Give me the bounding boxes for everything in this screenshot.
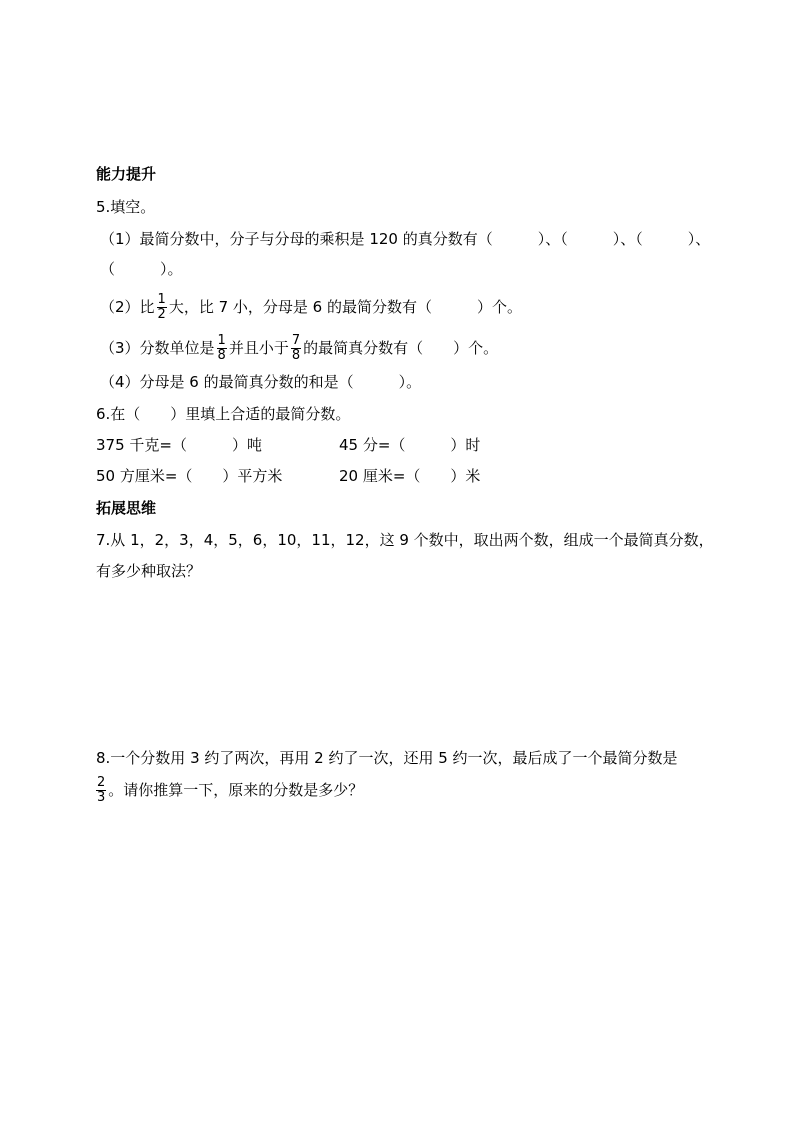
part-2-text-b: 大，比 7 小，分母是 6 的最简分数有（ ）个。 bbox=[168, 298, 522, 316]
question-8-line-1: 8.一个分数用 3 约了两次，再用 2 约了一次，还用 5 约一次，最后成了一个最简分数是 bbox=[96, 749, 678, 767]
fraction-one-eighth bbox=[217, 334, 227, 363]
question-5-part-3 bbox=[100, 334, 498, 363]
part-3-text-c: 的最简真分数有（ ）个。 bbox=[303, 339, 499, 357]
question-5-part-2 bbox=[100, 293, 522, 322]
question-5-title: 5.填空。 bbox=[96, 198, 156, 216]
question-6-title: 6.在（ ）里填上合适的最简分数。 bbox=[96, 405, 351, 423]
conversion-item: 20 厘米=（ ）米 bbox=[339, 467, 481, 485]
fraction-one-half bbox=[157, 293, 167, 322]
question-5-part-1-line-1: （1）最简分数中，分子与分母的乘积是 120 的真分数有（ ）、（ ）、（ ）、 bbox=[100, 230, 711, 248]
fraction-denominator: 8 bbox=[217, 348, 226, 363]
section-heading-extension: 拓展思维 bbox=[96, 499, 157, 517]
fraction-denominator: 3 bbox=[97, 790, 106, 805]
section-heading-ability: 能力提升 bbox=[96, 165, 157, 183]
fraction-numerator: 1 bbox=[217, 333, 226, 348]
question-8-text: 。请你推算一下，原来的分数是多少？ bbox=[108, 781, 364, 799]
fraction-numerator: 7 bbox=[291, 333, 301, 348]
conversion-item: 50 方厘米=（ ）平方米 bbox=[96, 467, 283, 485]
conversion-item: 375 千克=（ ）吨 bbox=[96, 436, 262, 454]
part-2-text-a: （2）比 bbox=[100, 298, 155, 316]
question-7-line-2: 有多少种取法？ bbox=[96, 562, 202, 580]
fraction-numerator: 1 bbox=[157, 292, 166, 307]
question-5-part-1-line-2: （ ）。 bbox=[100, 260, 183, 278]
part-3-text-a: （3）分数单位是 bbox=[100, 339, 215, 357]
fraction-numerator: 2 bbox=[97, 775, 106, 790]
question-8-line-2 bbox=[96, 776, 363, 805]
fraction-seven-eighths bbox=[291, 334, 301, 363]
question-5-part-4: （4）分母是 6 的最简真分数的和是（ ）。 bbox=[100, 373, 422, 391]
fraction-denominator: 2 bbox=[157, 307, 166, 322]
fraction-two-thirds bbox=[96, 776, 106, 805]
fraction-denominator: 8 bbox=[291, 348, 301, 363]
question-7-line-1: 7.从 1，2，3，4，5，6，10，11，12，这 9 个数中，取出两个数，组成一个最简真分数， bbox=[96, 531, 714, 549]
part-3-text-b: 并且小于 bbox=[228, 339, 289, 357]
conversion-item: 45 分=（ ）时 bbox=[339, 436, 481, 454]
